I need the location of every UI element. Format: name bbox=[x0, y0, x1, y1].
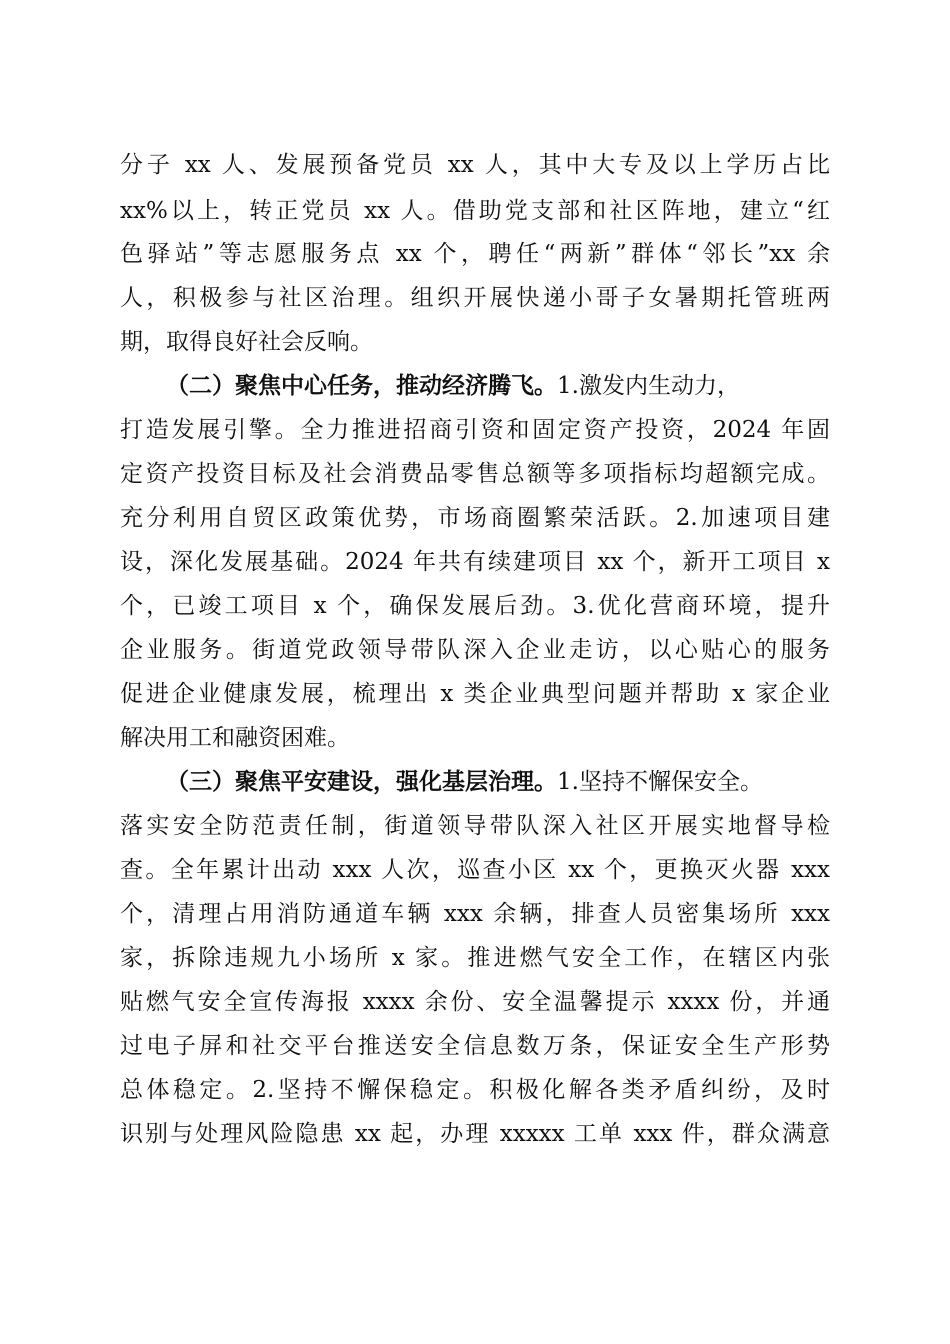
paragraph-3-line-8: 总体稳定。2.坚持不懈保稳定。积极化解各类矛盾纠纷，及时 bbox=[120, 1077, 830, 1103]
paragraph-3-line-4: 个，清理占用消防通道车辆 xxx 余辆，排查人员密集场所 xxx bbox=[120, 901, 830, 927]
paragraph-2-line-2: 打造发展引擎。全力推进招商引资和固定资产投资，2024 年固 bbox=[120, 417, 830, 443]
paragraph-2-line-5: 设，深化发展基础。2024 年共有续建项目 xx 个，新开工项目 x bbox=[120, 549, 830, 575]
paragraph-1-line-5: 期，取得良好社会反响。 bbox=[120, 329, 373, 355]
paragraph-2-line-7: 企业服务。街道党政领导带队深入企业走访，以心贴心的服务 bbox=[120, 637, 830, 663]
paragraph-3-line-6: 贴燃气安全宣传海报 xxxx 余份、安全温馨提示 xxxx 份，并通 bbox=[120, 989, 830, 1015]
paragraph-2-line-8: 促进企业健康发展，梳理出 x 类企业典型问题并帮助 x 家企业 bbox=[120, 681, 830, 707]
paragraph-3-line-3: 查。全年累计出动 xxx 人次，巡查小区 xx 个，更换灭火器 xxx bbox=[120, 857, 830, 883]
paragraph-3-line-9: 识别与处理风险隐患 xx 起，办理 xxxxx 工单 xxx 件，群众满意 bbox=[120, 1121, 830, 1147]
paragraph-3-heading: （三）聚焦平安建设，强化基层治理。 bbox=[166, 768, 557, 795]
paragraph-2-line-4: 充分利用自贸区政策优势，市场商圈繁荣活跃。2.加速项目建 bbox=[120, 505, 830, 531]
paragraph-3-first-line bbox=[166, 767, 763, 797]
paragraph-1-line-2: xx%以上，转正党员 xx 人。借助党支部和社区阵地，建立“红 bbox=[120, 198, 830, 224]
paragraph-2-line-3: 定资产投资目标及社会消费品零售总额等多项指标均超额完成。 bbox=[120, 461, 830, 487]
paragraph-2-first-line bbox=[166, 371, 740, 401]
paragraph-3-line-2: 落实安全防范责任制，街道领导带队深入社区开展实地督导检 bbox=[120, 813, 830, 839]
paragraph-1-line-3: 色驿站”等志愿服务点 xx 个，聘任“两新”群体“邻长”xx 余 bbox=[120, 241, 830, 267]
paragraph-3-first-line-rest: 1.坚持不懈保安全。 bbox=[557, 769, 763, 795]
paragraph-3-line-5: 家，拆除违规九小场所 x 家。推进燃气安全工作，在辖区内张 bbox=[120, 945, 830, 971]
paragraph-1-line-4: 人，积极参与社区治理。组织开展快递小哥子女暑期托管班两 bbox=[120, 285, 830, 311]
paragraph-2-heading: （二）聚焦中心任务，推动经济腾飞。 bbox=[166, 372, 557, 399]
paragraph-2-line-6: 个，已竣工项目 x 个，确保发展后劲。3.优化营商环境，提升 bbox=[120, 593, 830, 619]
paragraph-2-line-9: 解决用工和融资困难。 bbox=[120, 725, 350, 751]
paragraph-2-first-line-rest: 1.激发内生动力， bbox=[557, 373, 740, 399]
paragraph-3-line-7: 过电子屏和社交平台推送安全信息数万条，保证安全生产形势 bbox=[120, 1033, 830, 1059]
paragraph-1-line-1: 分子 xx 人、发展预备党员 xx 人，其中大专及以上学历占比 bbox=[120, 152, 830, 178]
